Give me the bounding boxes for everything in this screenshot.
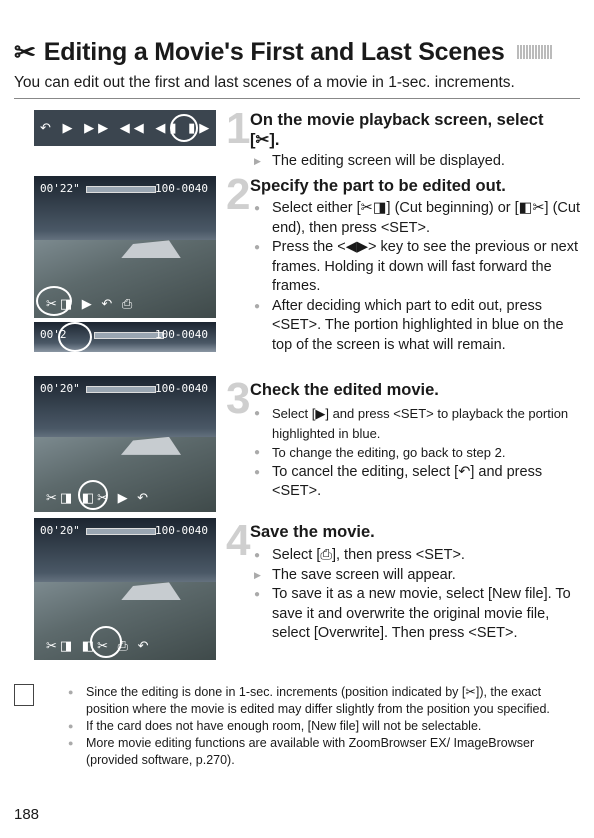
bullet: ▶ The editing screen will be displayed. bbox=[254, 152, 584, 172]
camera-screen-2 bbox=[34, 322, 216, 352]
note-icon bbox=[14, 684, 34, 706]
highlight-circle bbox=[78, 480, 108, 510]
page-title bbox=[14, 34, 584, 70]
timecode: 00'2 bbox=[40, 328, 67, 341]
bullet: ● Select [▶] and press <SET> to playback the portion highlighted in blue. bbox=[254, 404, 584, 443]
bullet: ● After deciding which part to edit out, press <SET>. The portion highlighted in blue on the top of the screen is what will remain. bbox=[254, 297, 584, 356]
step-title: Specify the part to be edited out. bbox=[250, 177, 506, 195]
camera-screen-1 bbox=[34, 176, 216, 318]
edit-icons: ✂◨ ◧✂ ▶ ↶ bbox=[46, 490, 152, 505]
progress-bar bbox=[86, 528, 156, 535]
step-number: 3 bbox=[226, 374, 251, 423]
playback-control-bar-image bbox=[34, 110, 216, 146]
bullet: ● Select either [✂◨] (Cut beginning) or [◧✂] (Cut end), then press <SET>. bbox=[254, 199, 584, 238]
timecode: 00'20" bbox=[40, 524, 80, 537]
playback-icons: ↶ ▶ ▶▶ ◀◀ ◀▮ ▮▶ bbox=[40, 120, 214, 135]
page-title-text: Editing a Movie's First and Last Scenes bbox=[43, 37, 505, 66]
title-decoration bbox=[517, 45, 553, 59]
step-title: On the movie playback screen, select [✂]. bbox=[250, 111, 544, 149]
scissors-icon: ✂ bbox=[14, 36, 36, 67]
note-item: ● Since the editing is done in 1-sec. increments (position indicated by [✂]), the exact position where the movie is edited may differ slightly from the position you specified. bbox=[72, 684, 572, 718]
step-bullets bbox=[254, 404, 584, 502]
note-item: ● If the card does not have enough room, [New file] will not be selectable. bbox=[72, 718, 572, 735]
step-number: 1 bbox=[226, 104, 251, 153]
step-bullets bbox=[254, 546, 584, 644]
bullet: ● Press the <◀▶> key to see the previous or next frames. Holding it down will fast forward the frames. bbox=[254, 238, 584, 297]
highlight-circle bbox=[58, 322, 92, 352]
camera-screen-4 bbox=[34, 518, 216, 660]
progress-bar bbox=[86, 186, 156, 193]
page-number: 188 bbox=[14, 806, 40, 823]
file-number: 100-0040 bbox=[155, 524, 208, 537]
highlight-circle bbox=[90, 626, 122, 658]
file-number: 100-0040 bbox=[155, 382, 208, 395]
note-lines bbox=[72, 684, 572, 769]
bullet: ▶ The save screen will appear. bbox=[254, 566, 584, 586]
step-number: 2 bbox=[226, 170, 251, 219]
bullet: ● Select [⎙], then press <SET>. bbox=[254, 546, 584, 566]
bullet: ● To save it as a new movie, select [New file]. To save it and overwrite the original movie file, select [Overwrite]. Then press <SET>. bbox=[254, 585, 584, 644]
step-title: Check the edited movie. bbox=[250, 381, 439, 399]
note-item: ● More movie editing functions are available with ZoomBrowser EX/ ImageBrowser (provided software, p.270). bbox=[72, 735, 572, 769]
highlight-circle bbox=[36, 286, 72, 316]
step-title: Save the movie. bbox=[250, 523, 375, 541]
file-number: 100-0040 bbox=[155, 182, 208, 195]
timecode: 00'22" bbox=[40, 182, 80, 195]
timecode: 00'20" bbox=[40, 382, 80, 395]
step-bullets bbox=[254, 199, 584, 355]
bullet: ● To cancel the editing, select [↶] and press <SET>. bbox=[254, 463, 584, 502]
edit-icons: ✂◨ ◧✂ ⎙ ↶ bbox=[46, 638, 152, 653]
highlight-circle bbox=[170, 114, 198, 142]
step-bullets bbox=[254, 152, 584, 172]
step-number: 4 bbox=[226, 516, 251, 565]
progress-bar bbox=[94, 332, 164, 339]
divider bbox=[14, 98, 580, 99]
edit-icons: ✂◨ ▶ ↶ ⎙ bbox=[46, 296, 136, 311]
bullet: ● To change the editing, go back to step 2. bbox=[254, 443, 584, 463]
intro-text: You can edit out the first and last scenes of a movie in 1-sec. increments. bbox=[14, 74, 515, 91]
camera-screen-3 bbox=[34, 376, 216, 512]
file-number: 100-0040 bbox=[155, 328, 208, 341]
progress-bar bbox=[86, 386, 156, 393]
